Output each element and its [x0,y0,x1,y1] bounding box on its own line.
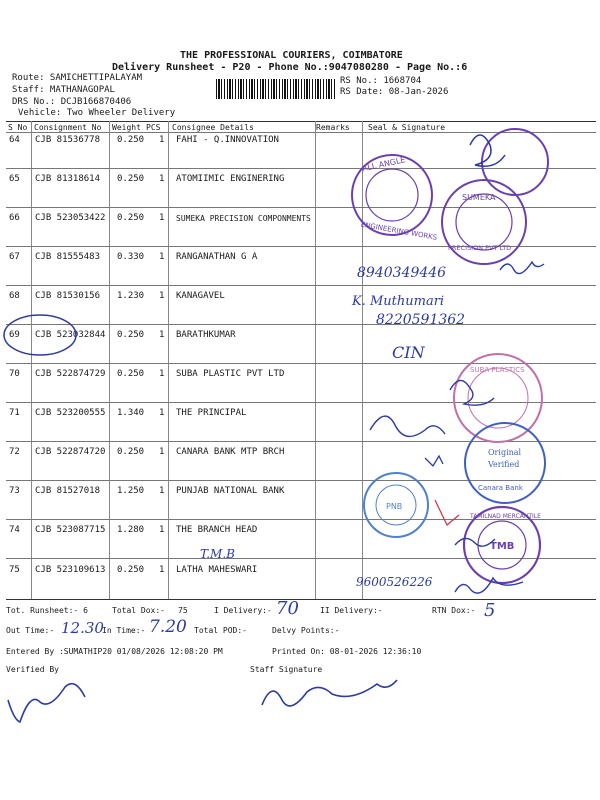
row-consignment: CJB 81536778 [35,135,101,145]
row-consignment: CJB 523200555 [35,408,106,418]
stamp4-mid: Verified [488,460,520,469]
row-consignment: CJB 523109613 [35,565,106,575]
stamp-all-angle [352,155,438,242]
staff-signature-label: Staff Signature [250,665,323,674]
row-weight: 0.250 [117,135,145,145]
drs-number: DRS No.: DCJB166870406 [12,97,132,107]
stamp-tmb [464,507,541,583]
row-pcs: 1 [159,565,165,575]
hw-out-time: 12.30 [61,619,104,637]
row-consignment: CJB 522874720 [35,447,106,457]
row-consignee: SUMEKA PRECISION COMPONMENTS [176,214,311,223]
row-sno: 73 [9,486,20,496]
ii-delivery-label: II Delivery:- [320,606,383,615]
mark-73 [435,500,459,525]
row-consignment: CJB 522874729 [35,369,106,379]
hw-69: CIN [392,343,425,362]
row-sno: 65 [9,174,20,184]
row-pcs: 1 [159,330,165,340]
row-pcs: 1 [159,252,165,262]
row-consignee: KANAGAVEL [176,291,225,301]
signature-verified [8,684,85,722]
row-pcs: 1 [159,447,165,457]
stamp2-top: SUMEKA [462,193,496,202]
row-consignment: CJB 81527018 [35,486,101,496]
row-weight: 0.250 [117,565,145,575]
printed-on: Printed On: 08-01-2026 12:36:10 [272,647,422,656]
stamp6-mid: TMB [490,541,515,552]
col-weight: Weight [112,123,141,132]
hw-rtn: 5 [484,600,496,621]
hw-75: 9600526226 [356,575,433,589]
col-consignee: Consignee Details [172,123,254,132]
stamp6-top: TAMILNAD MERCANTILE [470,513,541,520]
row-weight: 1.250 [117,486,145,496]
stamp-pnb [364,473,428,537]
signature-64 [470,135,505,166]
company-title: THE PROFESSIONAL COURIERS, COIMBATORE [180,50,403,61]
total-dox-label: Total Dox:- [112,606,165,615]
row-consignee: FAHI - Q.INNOVATION [176,135,279,145]
col-seal: Seal & Signature [368,123,446,132]
row-sno: 66 [9,213,20,223]
stamp1-top: ALL ANGLE [361,155,407,174]
row-consignment: CJB 523087715 [35,525,106,535]
stamp2-bottom: PRECISION PVT LTD [448,244,512,252]
vehicle: Vehicle: Two Wheeler Delivery [18,108,176,118]
stamp4-top: Original [488,448,522,457]
row-sno: 64 [9,135,20,145]
rs-number: RS No.: 1668704 [340,76,422,86]
col-consignment: Consignment No [34,123,102,132]
rs-date: RS Date: 08-Jan-2026 [340,87,449,97]
hw-in-time: 7.20 [149,617,187,637]
row-pcs: 1 [159,174,165,184]
row-consignee: BARATHKUMAR [176,330,236,340]
stamp3-top: SUBA PLASTICS [470,366,525,374]
row-pcs: 1 [159,213,165,223]
hw-74: T.M.B [200,547,235,561]
signature-71 [370,416,445,436]
row-consignee: RANGANATHAN G A [176,252,258,262]
row-sno: 72 [9,447,20,457]
row-pcs: 1 [159,486,165,496]
row-pcs: 1 [159,408,165,418]
row-weight: 1.280 [117,525,145,535]
row-sno: 70 [9,369,20,379]
out-time-label: Out Time:- [6,626,55,635]
row-consignment: CJB 523032844 [35,330,106,340]
row-pcs: 1 [159,135,165,145]
stamp-sumeka [442,180,526,264]
staff: Staff: MATHANAGOPAL [12,85,115,95]
row-weight: 1.230 [117,291,145,301]
total-dox-value: 75 [178,606,188,615]
mark-72 [425,456,443,466]
row-sno: 69 [9,330,20,340]
row-consignee: ATOMIIMIC ENGINERING [176,174,285,184]
row-consignment: CJB 523053422 [35,213,106,223]
i-delivery-label: I Delivery:- [214,606,272,615]
row-sno: 68 [9,291,20,301]
row-weight: 0.250 [117,213,145,223]
signature-staff [262,680,397,706]
hw-phone-67: 8940349446 [357,265,447,281]
row-weight: 1.340 [117,408,145,418]
stamp-suba [454,354,542,442]
row-pcs: 1 [159,291,165,301]
row-consignment: CJB 81530156 [35,291,101,301]
row-consignee: PUNJAB NATIONAL BANK [176,486,285,496]
in-time-label: In Time:- [102,626,146,635]
hw-name-68: K. Muthumari [352,294,445,309]
row-sno: 74 [9,525,20,535]
signature-74 [455,538,495,546]
row-consignee: SUBA PLASTIC PVT LTD [176,369,285,379]
stamp5-mid: PNB [386,502,403,511]
row-weight: 0.250 [117,330,145,340]
col-pcs: PCS [146,123,161,132]
row-consignee: THE PRINCIPAL [176,408,247,418]
hw-delivery: 70 [276,598,299,619]
col-sno: S No [8,123,28,132]
row-consignee: CANARA BANK MTP BRCH [176,447,285,457]
row-pcs: 1 [159,369,165,379]
row-consignee: LATHA MAHESWARI [176,565,258,575]
stamp4-bottom: Canara Bank [478,484,523,492]
row-weight: 0.330 [117,252,145,262]
rtn-dox-label: RTN Dox:- [432,606,476,615]
delvy-points-label: Delvy Points:- [272,626,340,635]
hw-phone-68: 8220591362 [376,312,466,328]
runsheet-subtitle: Delivery Runsheet - P20 - Phone No.:9047080280 - Page No.:6 [112,62,468,73]
stamp1-bottom: ENGINEERING WORKS [360,220,438,242]
row69-circle [4,315,76,355]
signature-67 [500,262,544,274]
route: Route: SAMICHETTIPALAYAM [12,73,143,83]
col-remarks: Remarks [316,123,350,132]
stamp-top-right [482,129,548,195]
verified-by-label: Verified By [6,665,59,674]
row-consignee: THE BRANCH HEAD [176,525,258,535]
row-sno: 71 [9,408,20,418]
row-weight: 0.250 [117,369,145,379]
row-weight: 0.250 [117,447,145,457]
row-weight: 0.250 [117,174,145,184]
tot-runsheet: Tot. Runsheet:- 6 [6,606,88,615]
entered-by: Entered By :SUMATHIP20 01/08/2026 12:08:20 PM [6,647,223,656]
row-pcs: 1 [159,525,165,535]
row-consignment: CJB 81318614 [35,174,101,184]
row-sno: 67 [9,252,20,262]
row-consignment: CJB 81555483 [35,252,101,262]
stamp-canara [465,423,545,503]
total-pod-label: Total POD:- [194,626,247,635]
row-sno: 75 [9,565,20,575]
